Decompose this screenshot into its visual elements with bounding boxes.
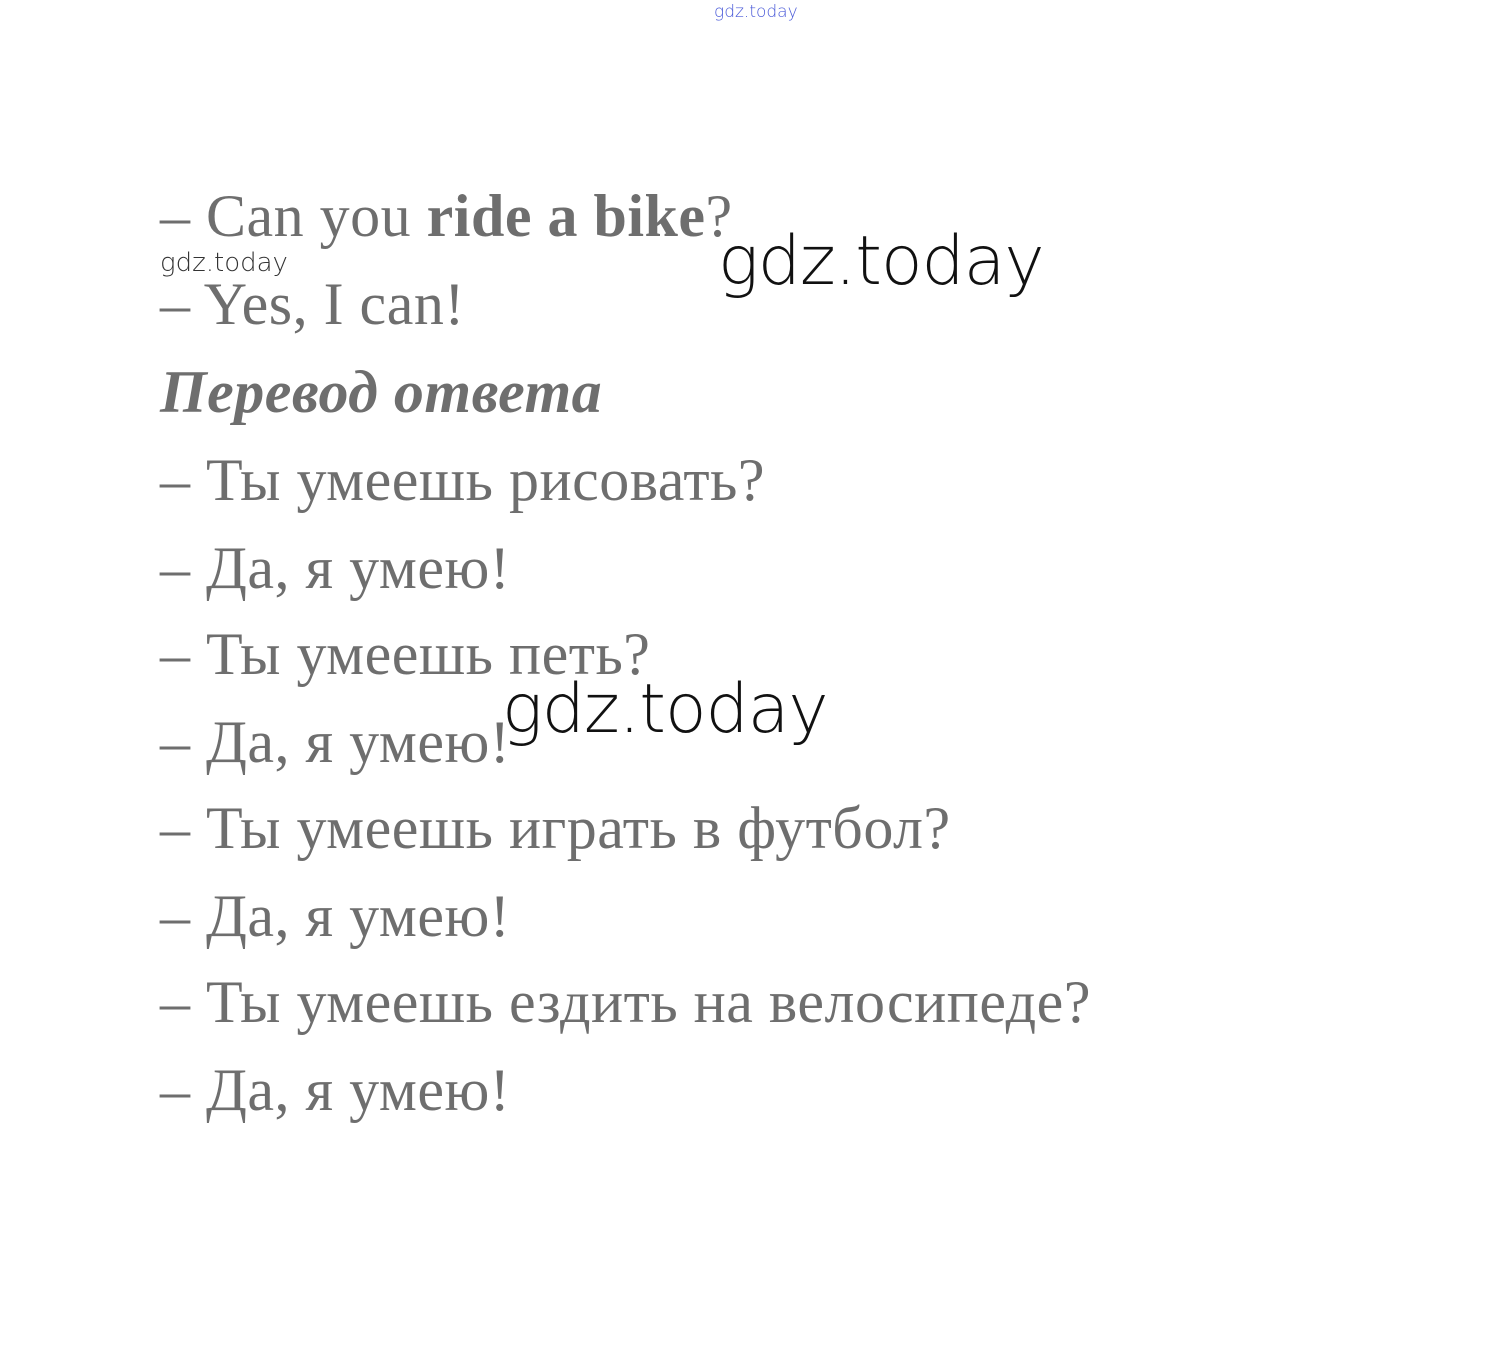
question-prefix: – Can you [160, 183, 427, 249]
translation-line-5: – Ты умеешь играть в футбол? [160, 795, 951, 861]
translation-line-2: – Да, я умею! [160, 535, 511, 601]
translation-heading: Перевод ответа [160, 359, 603, 425]
watermark-top: gdz.today [714, 2, 798, 22]
watermark-small: gdz.today [160, 248, 288, 278]
translation-line-6: – Да, я умею! [160, 883, 511, 949]
translation-line-8: – Да, я умею! [160, 1057, 511, 1123]
translation-line-7: – Ты умеешь ездить на велосипеде? [160, 969, 1091, 1035]
question-bold-phrase: ride a bike [426, 183, 706, 249]
translation-line-3: – Ты умеешь петь? [160, 621, 651, 687]
translation-line-1: – Ты умеешь рисовать? [160, 447, 766, 513]
question-ride-bike [160, 183, 733, 249]
watermark-large-2: gdz.today [502, 670, 828, 749]
watermark-large-1: gdz.today [718, 222, 1044, 301]
answer-yes: – Yes, I can! [160, 271, 465, 337]
question-suffix: ? [705, 183, 733, 249]
translation-line-4: – Да, я умею! [160, 709, 511, 775]
